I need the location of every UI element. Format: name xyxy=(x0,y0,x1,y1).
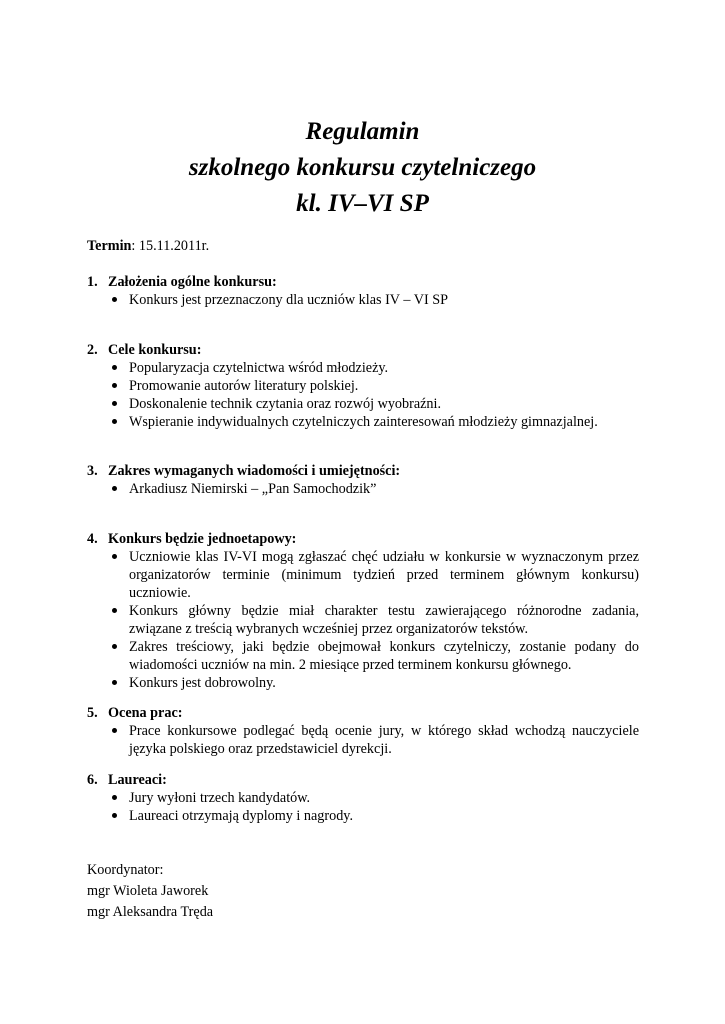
bullet-icon xyxy=(87,395,129,413)
title-line-2: szkolnego konkursu czytelniczego xyxy=(188,154,537,181)
section-heading xyxy=(87,771,639,789)
section-title: Konkurs będzie jednoetapowy: xyxy=(108,531,297,547)
document-title xyxy=(0,114,725,222)
bullet-icon xyxy=(87,377,129,395)
coordinator-name: mgr Aleksandra Tręda xyxy=(87,904,214,920)
coordinators xyxy=(87,860,213,923)
section-title: Ocena prac: xyxy=(108,705,183,721)
list-item: Konkurs jest dobrowolny. xyxy=(87,674,639,692)
title-line-3: kl. IV–VI SP xyxy=(296,190,429,217)
section-number: 5. xyxy=(87,705,98,721)
bullet-icon xyxy=(87,291,129,309)
section-5 xyxy=(87,704,639,758)
bullet-icon xyxy=(87,807,129,825)
section-heading xyxy=(87,530,639,548)
section-2 xyxy=(87,341,639,431)
section-heading xyxy=(87,273,639,291)
bullet-icon xyxy=(87,638,129,674)
section-4 xyxy=(87,530,639,692)
section-number: 2. xyxy=(87,342,98,358)
section-title: Cele konkursu: xyxy=(108,342,202,358)
section-heading xyxy=(87,462,639,480)
bullet-icon xyxy=(87,413,129,431)
section-title: Zakres wymaganych wiadomości i umiejętności: xyxy=(108,463,401,479)
section-heading xyxy=(87,341,639,359)
list-item: Prace konkursowe podlegać będą ocenie jury, w którego skład wchodzą nauczyciele języka polskiego oraz przedstawiciel dyrekcji. xyxy=(87,722,639,758)
list-item: Doskonalenie technik czytania oraz rozwój wyobraźni. xyxy=(87,395,639,413)
section-number: 4. xyxy=(87,531,98,547)
bullet-icon xyxy=(87,789,129,807)
termin-line xyxy=(87,237,209,255)
list-item: Uczniowie klas IV-VI mogą zgłaszać chęć udziału w konkursie w wyznaczonym przez organizatorów terminie (minimum tydzień przed terminem głównym konkursu) uczniowie. xyxy=(87,548,639,602)
list-item: Popularyzacja czytelnictwa wśród młodzieży. xyxy=(87,359,639,377)
list-item: Wspieranie indywidualnych czytelniczych zainteresowań młodzieży gimnazjalnej. xyxy=(87,413,639,431)
section-number: 1. xyxy=(87,274,98,290)
list-item: Konkurs główny będzie miał charakter testu zawierającego różnorodne zadania, związane z treścią wybranych wcześniej przez organizatorów tekstów. xyxy=(87,602,639,638)
section-1 xyxy=(87,273,639,309)
section-3 xyxy=(87,462,639,498)
coordinator-label: Koordynator: xyxy=(87,862,164,878)
list-item: Zakres treściowy, jaki będzie obejmował konkurs czytelniczy, zostanie podany do wiadomości uczniów na min. 2 miesiące przed terminem konkursu głównego. xyxy=(87,638,639,674)
termin-value: : 15.11.2011r. xyxy=(131,238,210,254)
list-item: Arkadiusz Niemirski – „Pan Samochodzik” xyxy=(87,480,639,498)
termin-label: Termin xyxy=(87,238,132,254)
title-line-1: Regulamin xyxy=(305,118,420,145)
section-number: 3. xyxy=(87,463,98,479)
section-title: Założenia ogólne konkursu: xyxy=(108,274,277,290)
bullet-icon xyxy=(87,548,129,602)
section-number: 6. xyxy=(87,772,98,788)
section-6 xyxy=(87,771,639,825)
bullet-icon xyxy=(87,722,129,758)
bullet-icon xyxy=(87,602,129,638)
list-item: Promowanie autorów literatury polskiej. xyxy=(87,377,639,395)
coordinator-name: mgr Wioleta Jaworek xyxy=(87,883,209,899)
bullet-icon xyxy=(87,359,129,377)
list-item: Laureaci otrzymają dyplomy i nagrody. xyxy=(87,807,639,825)
bullet-icon xyxy=(87,674,129,692)
section-title: Laureaci: xyxy=(108,772,167,788)
bullet-icon xyxy=(87,480,129,498)
section-heading xyxy=(87,704,639,722)
list-item: Jury wyłoni trzech kandydatów. xyxy=(87,789,639,807)
list-item: Konkurs jest przeznaczony dla uczniów klas IV – VI SP xyxy=(87,291,639,309)
